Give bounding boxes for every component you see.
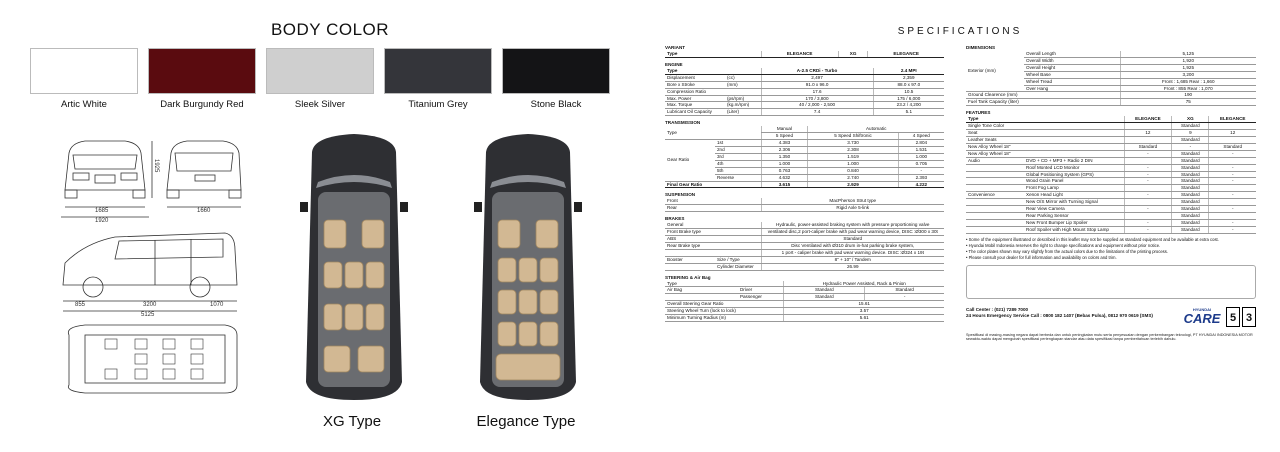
spec-note: • Please consult your dealer for full information and availability on colors and trim. <box>966 254 1117 260</box>
xg-top-view-image <box>298 132 410 402</box>
engine-row: Displacement (cc) 2,497 2,359 <box>665 74 944 81</box>
steering-row: Minimum Turning Radius (m) 5.61 <box>665 315 944 322</box>
feature-row: New O/S Mirror with Turning Signal Standard <box>966 199 1256 206</box>
color-name-2: Sleek Silver <box>294 99 346 110</box>
spec-left-column <box>665 41 944 322</box>
spec-note: • The color plates shown may vary slightly from the actual colors due to the limitations of the printing process. <box>966 248 1169 254</box>
suspension-row: Rear Rigid Axle 5-link <box>665 205 944 212</box>
gear-row: 2nd 2.306 2.308 1.531 <box>665 146 944 153</box>
steering-heading: STEERING & Air Bag <box>665 274 711 280</box>
dim-front-overhang: 855 <box>75 302 86 308</box>
dim-overall-length: 5125 <box>141 312 155 318</box>
color-name-0: Artic White <box>61 99 107 110</box>
dimension-row: Wheel Base 3,200 <box>966 71 1256 78</box>
transmission-subtype-row: 5 Speed 5 Speed Shiftronic 4 Speed <box>665 133 944 140</box>
steering-row: Passenger Standard - <box>665 294 944 301</box>
color-swatch-0 <box>30 48 138 94</box>
brake-row: Front Brake type ventilated disc,2 port-caliper brake with pad wear warning device, DISC :Ø300 x 30t <box>665 229 944 236</box>
dim-wheelbase: 3200 <box>143 302 157 308</box>
spec-right-column <box>966 41 1256 342</box>
transmission-table <box>665 126 944 188</box>
features-table <box>966 116 1256 233</box>
engine-row: Compression Ratio 17.6 10.5 <box>665 88 944 95</box>
feature-row: Seat 12 9 12 <box>966 130 1256 137</box>
ground-clearance-row: Ground Clearence (mm) 190 <box>966 92 1256 99</box>
specifications-title: SPECIFICATIONS <box>897 26 1023 37</box>
spec-note: • Some of the equipment illustrated or described in this leaflet may not be supplied as standard equipment and be available at extra cost. <box>966 236 1219 242</box>
suspension-table <box>665 198 944 212</box>
feature-row: Front Fog Lamp Standard <box>966 185 1256 192</box>
steering-row: Air Bag Driver Standard Standard <box>665 287 944 294</box>
engine-row: Max. Power (ps/rpm) 170 / 3,800 175 / 6,000 <box>665 95 944 102</box>
dim-height: 1925 <box>153 159 159 173</box>
gear-row: 3rd 1.350 1.519 1.000 <box>665 153 944 160</box>
color-swatch-4 <box>502 48 610 94</box>
warranty-badges: 5 3 <box>1226 307 1256 327</box>
gear-row: Gear Ratio 1st 4.383 3.730 2.804 <box>665 140 944 147</box>
engine-row: Bore x Stroke (mm) 91.0 x 96.0 88.0 x 97.0 <box>665 81 944 88</box>
elegance-type-label: Elegance Type <box>476 413 576 430</box>
gear-row: Reverse 4.632 2.740 2.393 <box>665 174 944 181</box>
suspension-heading: SUSPENSION <box>665 192 696 198</box>
steering-table <box>665 281 944 322</box>
variant-heading: VARIANT <box>665 45 686 50</box>
dimensions-heading: DIMENSIONS <box>966 45 996 50</box>
transmission-heading: TRANSMISSION <box>665 120 701 126</box>
feature-row: Leather Seats Standard <box>966 136 1256 143</box>
steering-row: Steering Wheel Turn (lock to lock) 3.57 <box>665 308 944 315</box>
gear-row: 5th 0.763 0.840 - <box>665 167 944 174</box>
feature-row: Single Tone Color Standard <box>966 123 1256 130</box>
color-swatch-1 <box>148 48 256 94</box>
fuel-tank-row: Fuel Tank Capacity (liter) 75 <box>966 99 1256 106</box>
engine-header-row: Type A-2.5 CRDi - Turbo 2.4 MPI <box>665 68 944 74</box>
dimension-row: Overall Width 1,920 <box>966 57 1256 64</box>
feature-row: Rear View Camera - Standard - <box>966 206 1256 213</box>
dimension-row: Exterior (mm) Overall Length 5,125 <box>966 51 1256 57</box>
spec-note: • Hyundai Mobil Indonesia reserves the right to change specifications and equipment without prior notice. <box>966 242 1161 248</box>
transmission-type-row: Type Manual Automatic <box>665 126 944 132</box>
dimension-row: Over Hang Front : 855 Rear : 1,070 <box>966 85 1256 92</box>
color-name-1: Dark Burgundy Red <box>160 99 244 110</box>
call-center: Call Center : (021) 7289 7000 <box>966 306 1029 312</box>
color-name-4: Stone Black <box>530 99 582 110</box>
steering-row: Type Hydraulic Power Assisted, Rack & Pinion <box>665 281 944 287</box>
color-name-3: Titanium Grey <box>408 99 468 110</box>
feature-row: New Alloy Wheel 18" Standard - Standard <box>966 143 1256 150</box>
gear-row: 4th 1.000 1.000 0.705 <box>665 160 944 167</box>
steering-row: Overall Steering Gear Ratio 15.61 <box>665 301 944 308</box>
brake-row: Rear Brake type Disc Ventilated with Ø310 drum in-hat parking brake system, <box>665 242 944 249</box>
rear-view-drawing <box>167 141 241 198</box>
dim-rear-width: 1660 <box>197 208 211 214</box>
front-view-drawing <box>65 141 145 198</box>
brake-row: Booster Size / Type 8" + 10" / Tandem <box>665 256 944 263</box>
feature-row: New Front Bumper Lip Spoiler - Standard - <box>966 219 1256 226</box>
top-view-drawing <box>68 325 237 393</box>
features-header-row: Type ELEGANCE XG ELEGANCE <box>966 116 1256 122</box>
feature-row: Global Positioning System (GPS) - Standard - <box>966 171 1256 178</box>
engine-row: Lubricant Oil Capacity (Liter) 7.4 5.1 <box>665 109 944 116</box>
suspension-row: Front MacPherson Strut type <box>665 198 944 204</box>
brake-row: ABS Standard <box>665 236 944 243</box>
engine-heading: ENGINE <box>665 61 683 67</box>
xg-type-label: XG Type <box>322 413 382 430</box>
brake-row: General Hydraulic, power-assisted braking system with pressure proportioning valve <box>665 222 944 228</box>
brakes-table <box>665 222 944 270</box>
dim-rear-overhang: 1070 <box>210 302 224 308</box>
body-color-title: BODY COLOR <box>270 20 390 39</box>
care-logo: HYUNDAI CARE <box>1183 306 1221 326</box>
side-view-drawing <box>63 233 237 297</box>
dim-overall-width: 1920 <box>95 218 109 224</box>
brake-row: Cylinder Diameter 26.99 <box>665 263 944 270</box>
contact-area <box>966 307 1256 327</box>
feature-row: Audio DVD + CD + MP3 + Radio 2 DIN Standard <box>966 157 1256 164</box>
feature-row: Convenience Xenon Head Light - Standard - <box>966 192 1256 199</box>
disclaimer: Spesifikasi di masing-masing negara dapat berbeda dan untuk peningkatan mutu serta penyesuaian dengan perkembangan teknologi, PT HYUNDAI INDONESIA MOTOR sewaktu-waktu dapat mengubah spesifikasi perlengkapan standar atau data spesifikasi tanpa pemberitahuan terlebih dahulu. <box>966 332 1253 342</box>
dealer-stamp-box <box>966 265 1256 299</box>
emergency-service: 24 Hours Emergency Service Call : 0800 182 1407 (Bebas Pulsa), 0812 970 0619 (SMS) <box>966 313 1153 319</box>
features-heading: FEATURES <box>966 110 991 116</box>
elegance-top-view-image <box>472 132 584 402</box>
brake-row: 1 port - caliper brake with pad wear warning device. DISC :Ø324 x 19t <box>665 249 944 256</box>
feature-row: New Alloy Wheel 18" - Standard - <box>966 150 1256 157</box>
variant-table: Type ELEGANCE XG ELEGANCE <box>665 51 944 58</box>
engine-row: Max. Torque (kg.m/rpm) 40 / 2,000 - 2,500 23.2 / 4,200 <box>665 102 944 109</box>
dimension-row: Wheel Tread Front : 1,685 Rear : 1,660 <box>966 78 1256 85</box>
dimension-row: Overall Height 1,925 <box>966 64 1256 71</box>
color-swatch-3 <box>384 48 492 94</box>
final-gear-row: Final Gear Ratio 3.615 2.929 4.222 <box>665 181 944 188</box>
color-swatch-2 <box>266 48 374 94</box>
brakes-heading: BRAKES <box>665 216 685 222</box>
feature-row: Wood Grain Panel - Standard - <box>966 178 1256 185</box>
dim-front-width: 1685 <box>95 208 109 214</box>
engine-table <box>665 68 944 116</box>
feature-row: Roof Spoiler with High Mount Stop Lamp - Standard - <box>966 226 1256 233</box>
spec-notes <box>966 237 1256 261</box>
dimensions-table <box>966 51 1256 106</box>
feature-row: Rear Parking Sensor Standard <box>966 212 1256 219</box>
feature-row: Roof Monted LCD Monitor - Standard - <box>966 164 1256 171</box>
dimension-drawings <box>55 135 245 440</box>
